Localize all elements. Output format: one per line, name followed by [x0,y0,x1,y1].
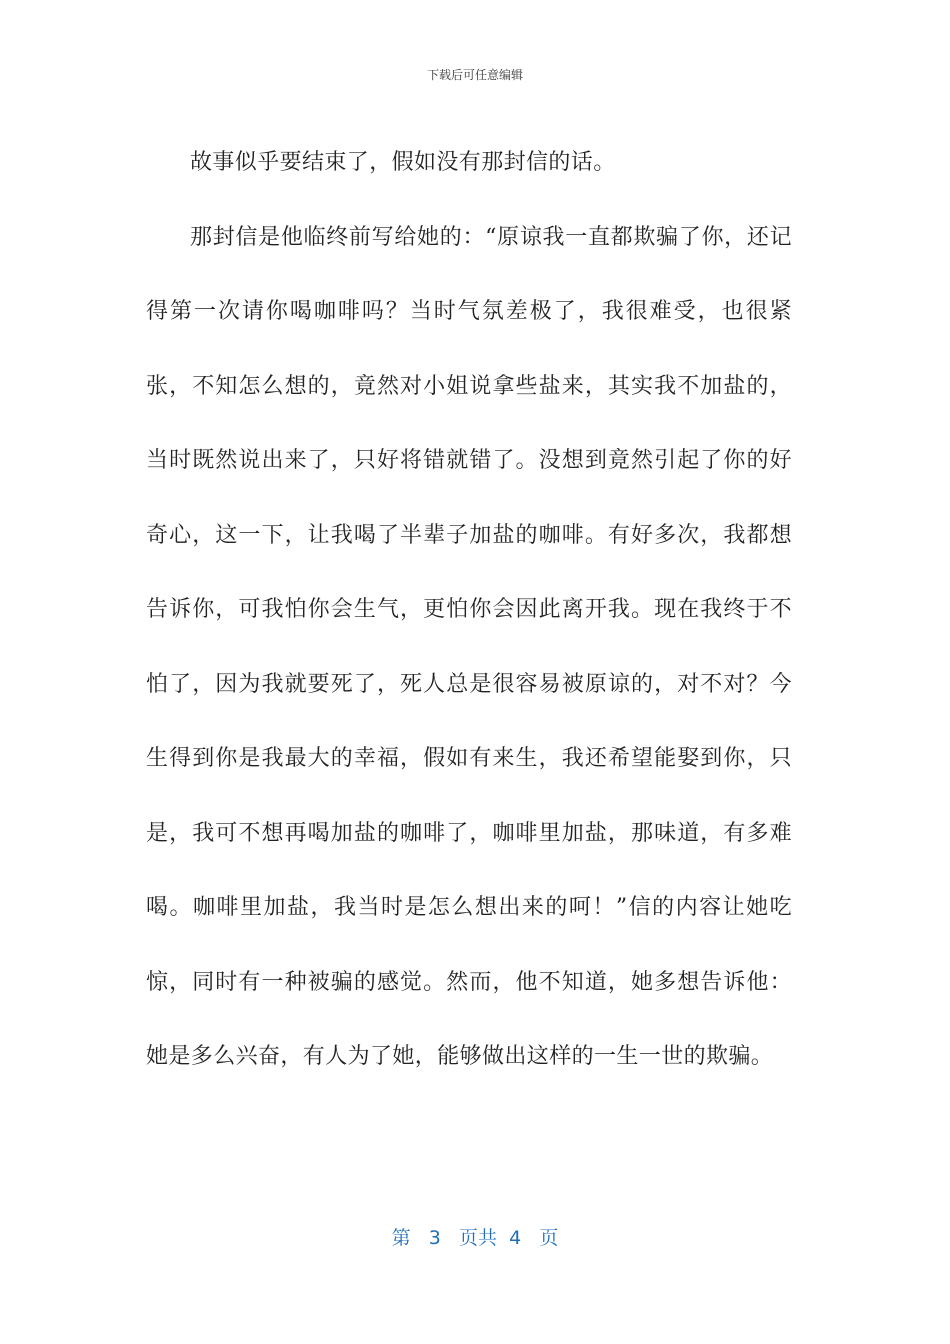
paragraph-1: 故事似乎要结束了，假如没有那封信的话。 [190,150,616,175]
footer-total-pages: 4 [509,1227,522,1249]
document-body [146,126,792,1095]
footer-suffix: 页 [539,1227,559,1249]
page-header: 下载后可任意编辑 [426,68,523,82]
footer-prefix: 第 [391,1227,411,1249]
footer-middle: 页共 [459,1227,498,1249]
paragraph-2: 那封信是他临终前写给她的：“原谅我一直都欺骗了你，还记得第一次请你喝咖啡吗？当时气氛差极了，我很难受，也很紧张，不知怎么想的，竟然对小姐说拿些盐来，其实我不加盐的，当时既然说出来了，只好将错就错了。没想到竟然引起了你的好奇心，这一下，让我喝了半辈子加盐的咖啡。有好多次，我都想告诉你，可我怕你会生气，更怕你会因此离开我。现在我终于不怕了，因为我就要死了，死人总是很容易被原谅的，对不对？今生得到你是我最大的幸福，假如有来生，我还希望能娶到你，只是，我可不想再喝加盐的咖啡了，咖啡里加盐，那味道，有多难喝。咖啡里加盐，我当时是怎么想出来的呵！”信的内容让她吃惊，同时有一种被骗的感觉。然而，他不知道，她多想告诉他：她是多么兴奋，有人为了她，能够做出这样的一生一世的欺骗。 [146,224,792,1069]
footer-current-page: 3 [428,1227,441,1249]
page-footer [0,1224,950,1252]
